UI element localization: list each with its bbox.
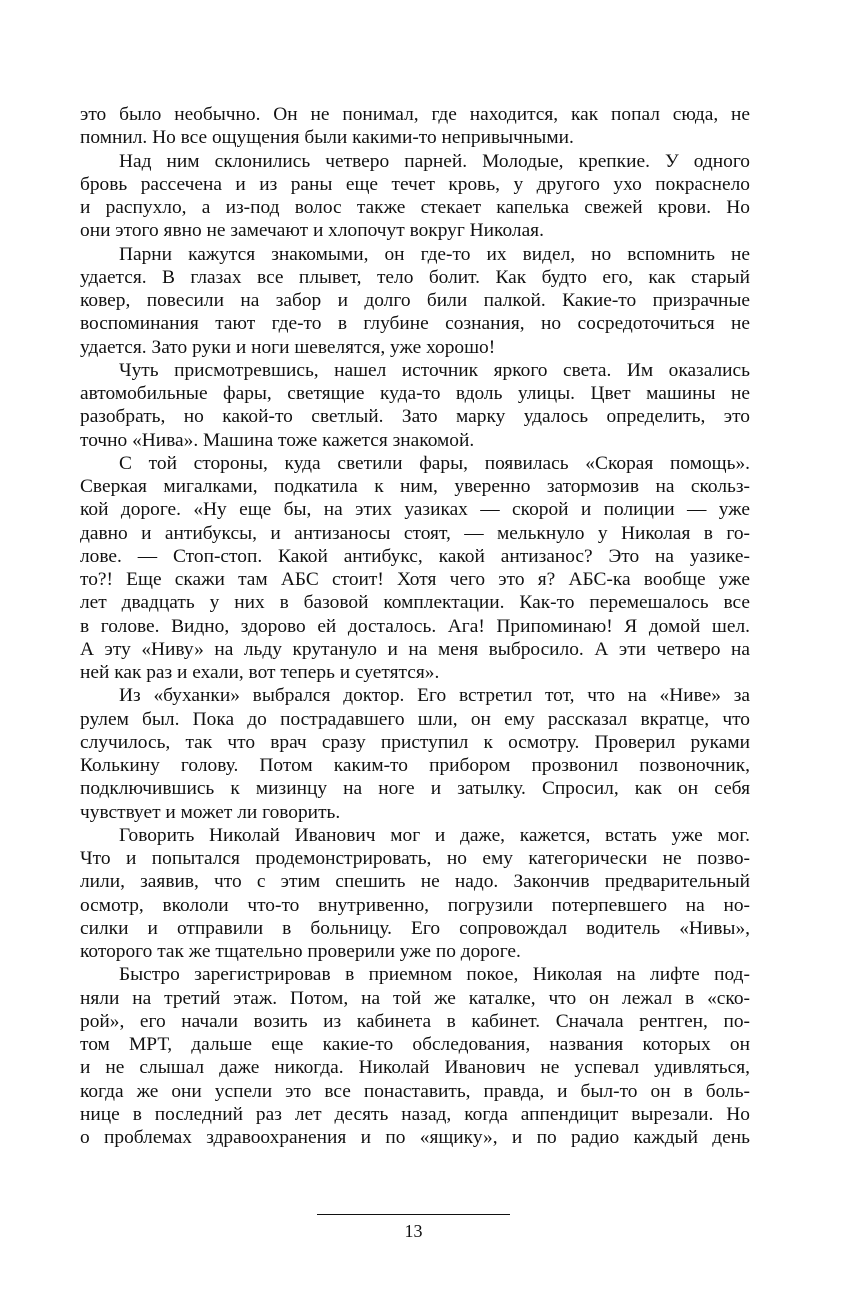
text-line: удается. Зато руки и ноги шевелятся, уже хорошо! [80, 336, 496, 358]
text-line: точно «Нива». Машина тоже кажется знакомой. [80, 429, 475, 451]
text-line: которого так же тщательно проверили уже по дороге. [80, 941, 521, 962]
text-line: о проблемах здравоохранения и по «ящику», и по радио каждый день [80, 1127, 750, 1148]
text-line: разобрать, но какой-то светлый. Зато марку удалось определить, это [80, 406, 750, 428]
text-line: случилось, так что врач сразу приступил к осмотру. Проверил руками [80, 731, 750, 753]
text-line: лове. — Стоп-стоп. Какой антибукс, какой антизанос? Это на уазике- [80, 545, 750, 567]
text-line: подключившись к мизинцу на ноге и затылку. Спросил, как он себя [80, 778, 750, 800]
text-line: Над ним склонились четверо парней. Молодые, крепкие. У одного [119, 150, 750, 172]
text-line: кой дороге. «Ну еще бы, на этих уазиках — скорой и полиции — уже [80, 499, 750, 521]
text-line: бровь рассечена и из раны еще течет кровь, у другого ухо покраснело [80, 173, 750, 195]
text-line: С той стороны, куда светили фары, появилась «Скорая помощь». [119, 452, 750, 474]
page-number: 13 [404, 1221, 423, 1241]
text-line: осмотр, вкололи что-то внутривенно, погрузили потерпевшего на но- [80, 894, 750, 916]
text-line: помнил. Но все ощущения были какими-то непривычными. [80, 127, 574, 149]
footer-divider [317, 1214, 510, 1215]
text-line: автомобильные фары, светящие куда-то вдоль улицы. Цвет машины не [80, 383, 750, 404]
text-line: Из «буханки» выбрался доктор. Его встретил тот, что на «Ниве» за [119, 685, 750, 707]
text-line: лили, заявив, что с этим спешить не надо. Закончив предварительный [80, 871, 750, 893]
text-line: Говорить Николай Иванович мог и даже, кажется, встать уже мог. [119, 824, 750, 846]
text-line: Сверкая мигалками, подкатила к ним, уверенно затормозив на скольз- [80, 476, 750, 497]
text-line: Чуть присмотревшись, нашел источник яркого света. Им оказались [119, 359, 750, 381]
text-line: том МРТ, дальше еще какие-то обследования, названия которых он [80, 1034, 750, 1055]
text-line: воспоминания тают где-то в глубине сознания, но сосредоточиться не [80, 313, 750, 335]
text-line: то?! Еще скажи там АБС стоит! Хотя чего это я? АБС-ка вообще уже [80, 569, 750, 590]
body-text [80, 103, 750, 1149]
text-line: няли на третий этаж. Потом, на той же каталке, что он лежал в «ско- [80, 987, 750, 1009]
text-line: когда же они успели это все понаставить, правда, и был-то он в боль- [80, 1080, 750, 1102]
text-line: ковер, повесили на забор и долго били палкой. Какие-то призрачные [80, 290, 750, 311]
text-line: они этого явно не замечают и хлопочут вокруг Николая. [80, 220, 544, 242]
text-line: и не слышал даже никогда. Николай Иванович не успевал удивляться, [80, 1057, 750, 1079]
text-line: лет двадцать у них в базовой комплектации. Как-то перемешалось все [80, 592, 750, 614]
text-line: рой», его начали возить из кабинета в кабинет. Сначала рентген, по- [80, 1010, 750, 1032]
text-line: Колькину голову. Потом каким-то прибором прозвонил позвоночник, [80, 755, 750, 776]
text-line: в голове. Видно, здорово ей досталось. Ага! Припоминаю! Я домой шел. [80, 615, 750, 637]
text-line: ней как раз и ехали, вот теперь и суетятся». [80, 662, 440, 683]
text-line: силки и отправили в больницу. Его сопровождал водитель «Нивы», [80, 917, 750, 939]
text-line: это было необычно. Он не понимал, где находится, как попал сюда, не [80, 104, 750, 125]
text-line: Быстро зарегистрировав в приемном покое, Николая на лифте под- [119, 964, 750, 986]
text-line: А эту «Ниву» на льду крутануло и на меня выбросило. А эти четверо на [80, 638, 750, 660]
text-line: Что и попытался продемонстрировать, но ему категорически не позво- [80, 848, 750, 869]
text-line: давно и антибуксы, и антизаносы стоят, — мелькнуло у Николая в го- [80, 522, 750, 544]
text-line: нице в последний раз лет десять назад, когда аппендицит вырезали. Но [80, 1103, 750, 1125]
text-line: Парни кажутся знакомыми, он где-то их видел, но вспомнить не [119, 243, 750, 265]
text-line: и распухло, а из-под волос также стекает капелька свежей крови. Но [80, 197, 750, 218]
text-line: чувствует и может ли говорить. [80, 801, 341, 823]
text-line: удается. В глазах все плывет, тело болит. Как будто его, как старый [80, 266, 750, 288]
text-line: рулем был. Пока до пострадавшего шли, он ему рассказал вкратце, что [80, 708, 750, 730]
